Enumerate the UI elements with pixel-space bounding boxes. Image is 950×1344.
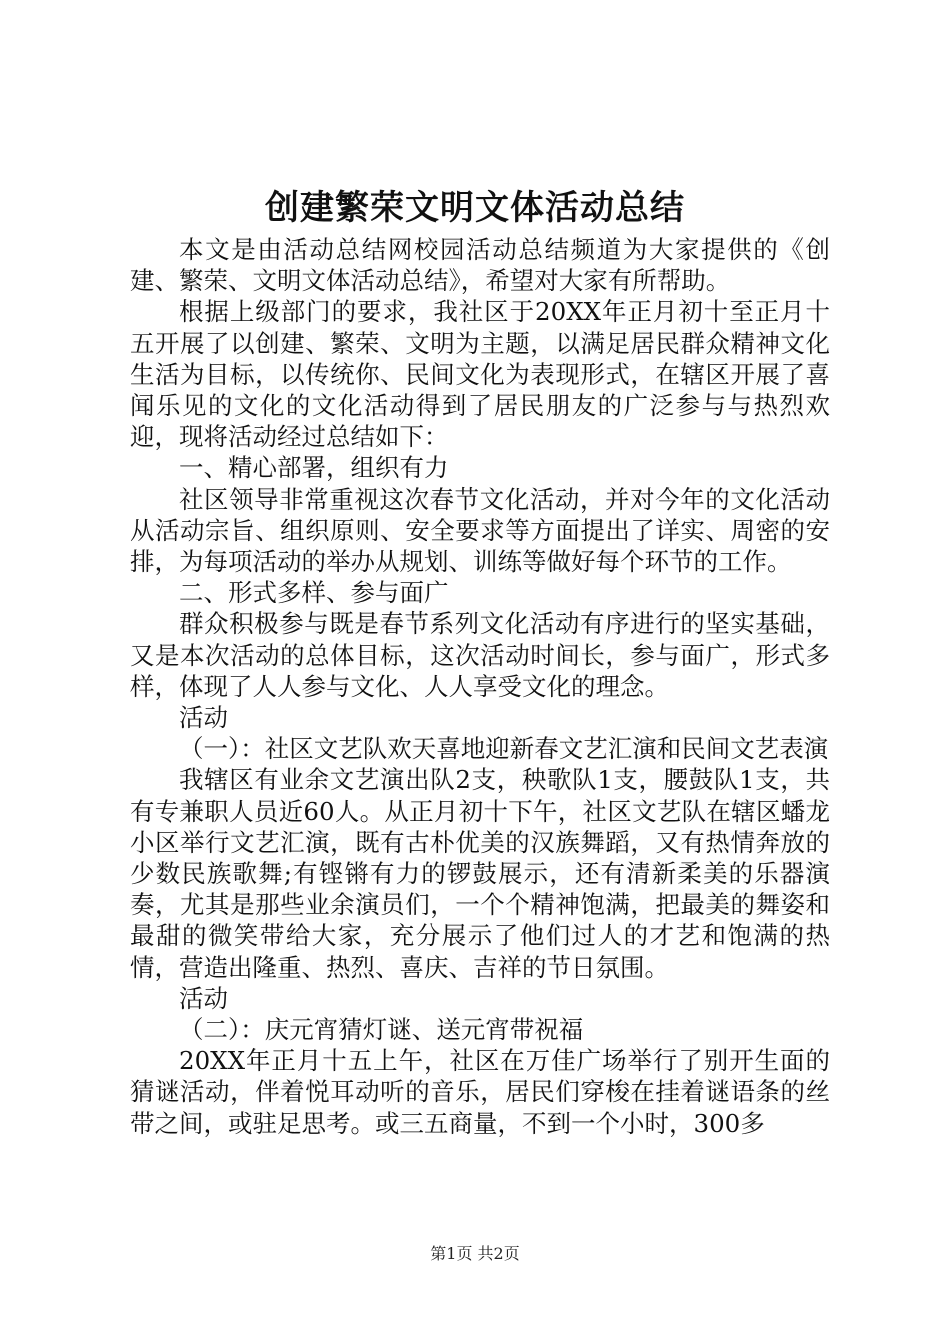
page-number-footer: 第1页 共2页 [430, 1244, 520, 1263]
intro-paragraph: 本文是由活动总结网校园活动总结频道为大家提供的《创建、繁荣、文明文体活动总结》，希望对大家有所帮助。 [130, 235, 830, 296]
activity-label-2: 活动 [179, 983, 228, 1013]
background-paragraph: 根据上级部门的要求，我社区于20XX年正月初十至正月十五开展了以创建、繁荣、文明为主题，以满足居民群众精神文化生活为目标，以传统你、民间文化为表现形式，在辖区开展了喜闻乐见的文化的文化活动得到了居民朋友的广泛参与与热烈欢迎，现将活动经过总结如下： [130, 297, 830, 452]
document-body [130, 234, 830, 1139]
activity-1-paragraph: 我辖区有业余文艺演出队2支，秧歌队1支，腰鼓队1支，共有专兼职人员近60人。从正月初十下午，社区文艺队在辖区蟠龙小区举行文艺汇演，既有古朴优美的汉族舞蹈，又有热情奔放的少数民族歌舞;有铿锵有力的锣鼓展示，还有清新柔美的乐器演奏，尤其是那些业余演员们，一个个精神饱满，把最美的舞姿和最甜的微笑带给大家，充分展示了他们过人的才艺和饱满的热情，营造出隆重、热烈、喜庆、吉祥的节日氛围。 [130, 765, 830, 982]
section-2-paragraph: 群众积极参与既是春节系列文化活动有序进行的坚实基础，又是本次活动的总体目标，这次活动时间长，参与面广，形式多样，体现了人人参与文化、人人享受文化的理念。 [130, 609, 830, 701]
activity-1-heading: （一）：社区文艺队欢天喜地迎新春文艺汇演和民间文艺表演 [179, 734, 829, 764]
section-heading-1: 一、精心部署，组织有力 [179, 453, 449, 483]
section-heading-2: 二、形式多样、参与面广 [179, 578, 449, 608]
activity-2-paragraph: 20XX年正月十五上午，社区在万佳广场举行了别开生面的猜谜活动，伴着悦耳动听的音乐，居民们穿梭在挂着谜语条的丝带之间，或驻足思考。或三五商量，不到一个小时，300多 [130, 1046, 830, 1138]
document-title: 创建繁荣文明文体活动总结 [265, 188, 685, 228]
activity-label-1: 活动 [179, 703, 228, 733]
section-1-paragraph: 社区领导非常重视这次春节文化活动，并对今年的文化活动从活动宗旨、组织原则、安全要求等方面提出了详实、周密的安排，为每项活动的举办从规划、训练等做好每个环节的工作。 [130, 484, 830, 577]
activity-2-heading: （二）：庆元宵猜灯谜、送元宵带祝福 [179, 1015, 584, 1045]
